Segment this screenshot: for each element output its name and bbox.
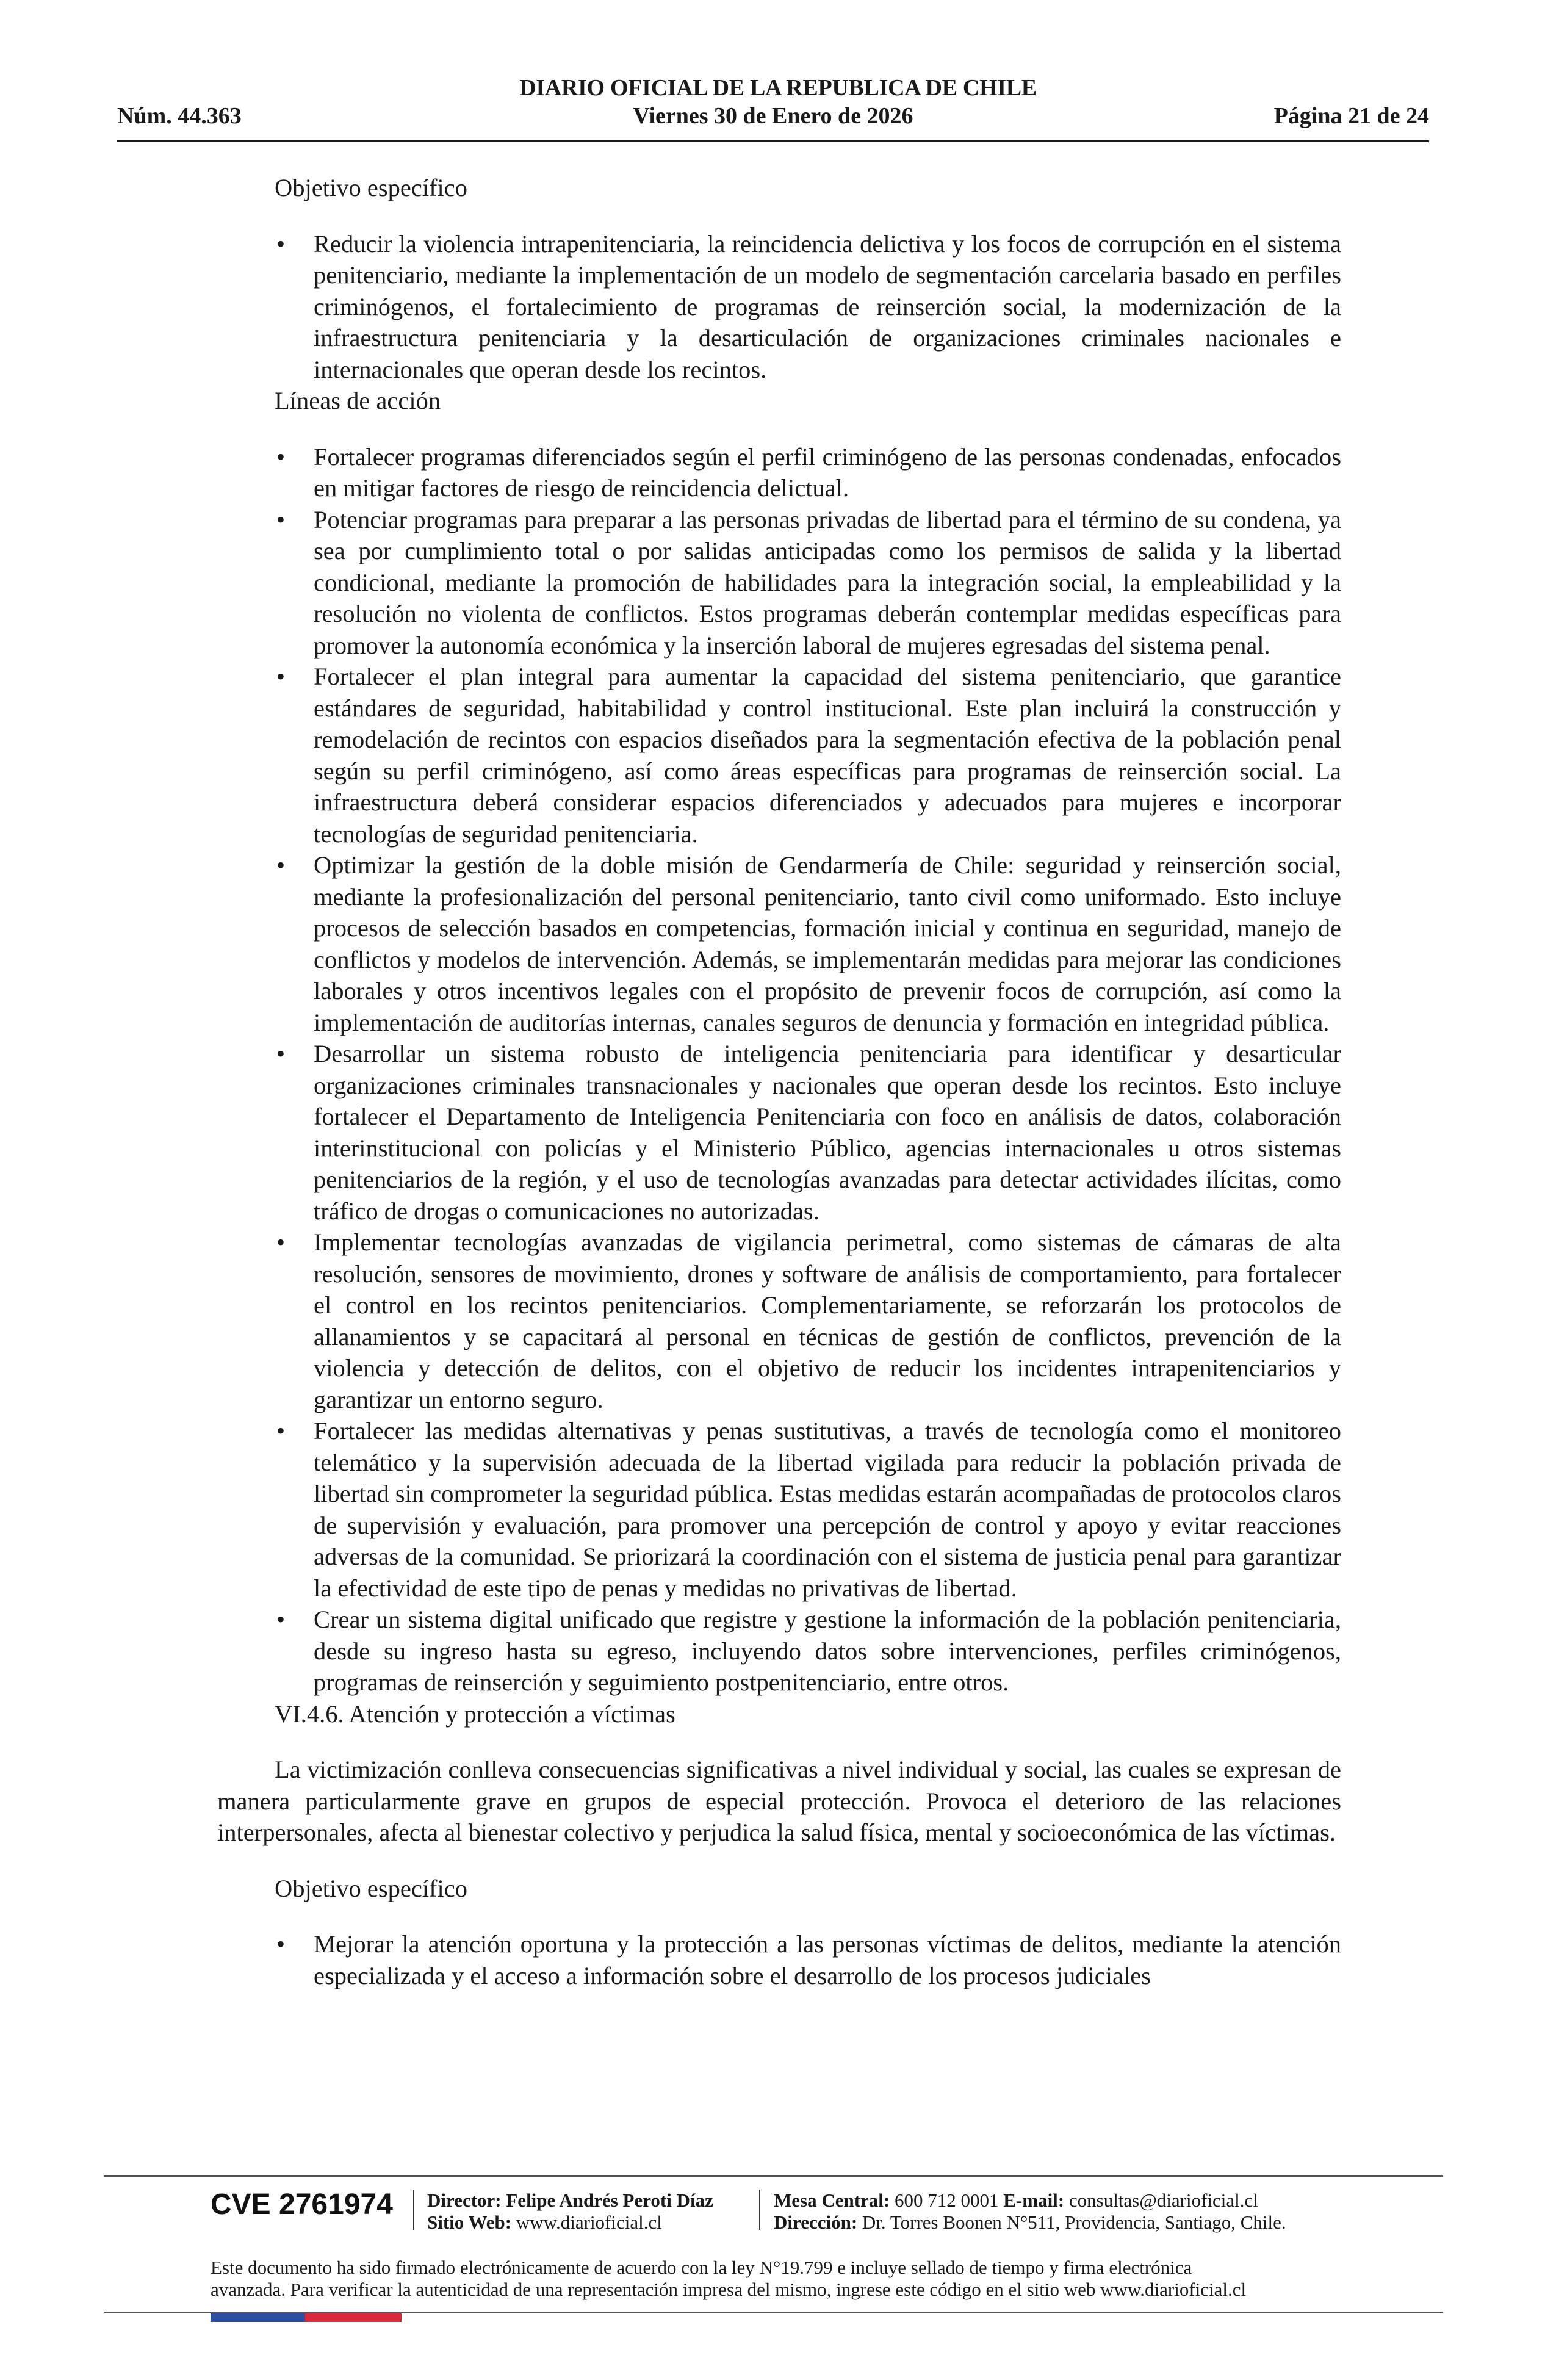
list-item [275,1604,1341,1698]
bullet-icon: • [276,229,286,258]
list-item-text: Fortalecer programas diferenciados según el perfil criminógeno de las personas condenadas, enfocados en mitigar factores de riesgo de reincidencia delictual. [314,442,1341,502]
footer-director-block [427,2190,713,2234]
flag-stripe-blue [211,2313,305,2322]
document-body [217,172,1341,1991]
page-number: Página 21 de 24 [1273,103,1429,129]
list-item-text: Reducir la violencia intrapenitenciaria, la reincidencia delictiva y los focos de corrupción en el sistema penitenciario, mediante la implementación de un modelo de segmentación carcelaria basado en perfiles criminógenos, el fortalecimiento de programas de reinserción social, la modernización de la infraestructura penitenciaria y la desarticulación de organizaciones criminales nacionales e internacionales que operan desde los recintos. [314,229,1341,383]
list-item [275,504,1341,662]
list-item-text: Potenciar programas para preparar a las personas privadas de libertad para el término de su condena, ya sea por cumplimiento total o por salidas anticipadas como los permisos de salida y la libertad condicional, mediante la promoción de habilidades para la integración social, la empleabilidad y la resolución no violenta de conflictos. Estos programas deberán contemplar medidas específicas para promover la autonomía económica y la inserción laboral de mujeres egresadas del sistema penal. [314,505,1341,659]
list-item [275,441,1341,504]
list-item-text: Implementar tecnologías avanzadas de vigilancia perimetral, como sistemas de cámaras de alta resolución, sensores de movimiento, drones y software de análisis de comportamiento, para fortalecer el control en los recintos penitenciarios. Complementariamente, se reforzarán los protocolos de allanamientos y se capacitará al personal en técnicas de gestión de conflictos, prevención de la violencia y detección de delitos, con el objetivo de reducir los incidentes intrapenitenciarios y garantizar un entorno seguro. [314,1228,1341,1413]
legal-line-2: avanzada. Para verificar la autenticidad de una representación impresa del mismo, ingrese este código en el sitio web www.diarioficial.cl [211,2279,1247,2300]
subheading-objective: Objetivo específico [275,174,468,201]
website-label: Sitio Web: [427,2212,512,2233]
body-paragraph: La victimización conlleva consecuencias significativas a nivel individual y social, las cuales se expresan de manera particularmente grave en grupos de especial protección. Provoca el deterioro de las relaciones interpersonales, afecta al bienestar colectivo y perjudica la salud física, mental y socioeconómica de las víctimas. [217,1756,1341,1846]
bullet-icon: • [276,851,286,879]
email-label: E-mail: [1003,2190,1065,2211]
subheading-objective-2: Objetivo específico [275,1874,468,1902]
cve-code: CVE 2761974 [211,2188,393,2221]
director-name: Felipe Andrés Peroti Díaz [506,2190,713,2211]
issue-number: Núm. 44.363 [117,103,242,129]
bullet-icon: • [276,505,286,533]
list-item [275,1928,1341,1991]
subheading-action-lines: Líneas de acción [275,387,441,414]
bullet-icon: • [276,1606,286,1633]
list-item-text: Optimizar la gestión de la doble misión de Gendarmería de Chile: seguridad y reinserción social, mediante la profesionalización del personal penitenciario, tanto civil como uniformado. Esto incluye procesos de selección basados en competencias, formación inicial y continua en seguridad, manejo de conflictos y modelos de intervención. Además, se implementarán medidas para mejorar las condiciones laborales y otros incentivos legales con el propósito de prevenir focos de corrupción, así como la implementación de auditorías internas, canales seguros de denuncia y formación en integridad pública. [314,851,1341,1036]
action-lines-list [275,441,1341,1698]
header-divider [117,140,1429,142]
mesa-phone: 600 712 0001 [895,2190,999,2211]
footer-divider-bottom [104,2312,1443,2313]
list-item-text: Desarrollar un sistema robusto de inteligencia penitenciaria para identificar y desarticular organizaciones criminales transnacionales y nacionales que operan desde los recintos. Esto incluye fortalecer el Departamento de Inteligencia Penitenciaria con foco en análisis de datos, colaboración interinstitucional con policías y el Ministerio Público, agencias internacionales u otros sistemas penitenciarios de la región, y el uso de tecnologías avanzadas para detectar actividades ilícitas, como tráfico de drogas o comunicaciones no autorizadas. [314,1040,1341,1225]
list-item [275,1227,1341,1415]
director-label: Director: [427,2190,502,2211]
bullet-icon: • [276,1228,286,1256]
header-row [117,103,1429,134]
list-item [275,1415,1341,1604]
footer-separator-2 [759,2190,760,2230]
flag-stripe-red [305,2313,402,2322]
list-item [275,1038,1341,1227]
footer-contact-block [774,2190,1286,2234]
list-item-text: Fortalecer las medidas alternativas y penas sustitutivas, a través de tecnología como el monitoreo telemático y la supervisión adecuada de la libertad vigilada para reducir la población privada de libertad sin comprometer la seguridad pública. Estas medidas estarán acompañadas de protocolos claros de supervisión y evaluación, para promover una percepción de control y apoyo y evitar reacciones adversas de la comunidad. Se priorizará la coordinación con el sistema de justicia penal para garantizar la efectividad de este tipo de penas y medidas no privativas de libertad. [314,1417,1341,1602]
email-link[interactable]: consultas@diarioficial.cl [1068,2190,1258,2211]
list-item [275,849,1341,1038]
address-label: Dirección: [774,2212,858,2233]
footer-separator [413,2190,414,2230]
bullet-icon: • [276,1040,286,1067]
list-item-text: Fortalecer el plan integral para aumentar la capacidad del sistema penitenciario, que garantice estándares de seguridad, habitabilidad y control institucional. Este plan incluirá la construcción y remodelación de recintos con espacios diseñados para la segmentación efectiva de la población penal según su perfil criminógeno, así como áreas específicas para programas de reinserción social. La infraestructura deberá considerar espacios diferenciados y adecuados para mujeres e incorporar tecnologías de seguridad penitenciaria. [314,663,1341,848]
list-item [275,228,1341,386]
website-link[interactable]: www.diarioficial.cl [516,2212,662,2233]
list-item-text: Crear un sistema digital unificado que registre y gestione la información de la población penitenciaria, desde su ingreso hasta su egreso, incluyendo datos sobre intervenciones, perfiles criminógenos, programas de reinserción y seguimiento postpenitenciario, entre otros. [314,1606,1341,1696]
bullet-icon: • [276,1930,286,1958]
mesa-label: Mesa Central: [774,2190,890,2211]
legal-notice [211,2257,1370,2301]
bullet-icon: • [276,442,286,471]
footer-divider-top [104,2175,1443,2177]
objective-list-2 [275,1928,1341,1991]
bullet-icon: • [276,663,286,690]
legal-line-1: Este documento ha sido firmado electrónicamente de acuerdo con la ley N°19.799 e incluye sellado de tiempo y firma electrónica [211,2257,1192,2278]
bullet-icon: • [276,1417,286,1444]
list-item-text: Mejorar la atención oportuna y la protección a las personas víctimas de delitos, mediante la atención especializada y el acceso a información sobre el desarrollo de los procesos judiciales [314,1930,1341,1989]
issue-date: Viernes 30 de Enero de 2026 [633,103,913,129]
list-item [275,661,1341,849]
objective-list [275,228,1341,386]
section-heading: VI.4.6. Atención y protección a víctimas [275,1700,675,1728]
publication-title: DIARIO OFICIAL DE LA REPUBLICA DE CHILE [519,75,1037,101]
address-value: Dr. Torres Boonen N°511, Providencia, Santiago, Chile. [862,2212,1286,2233]
